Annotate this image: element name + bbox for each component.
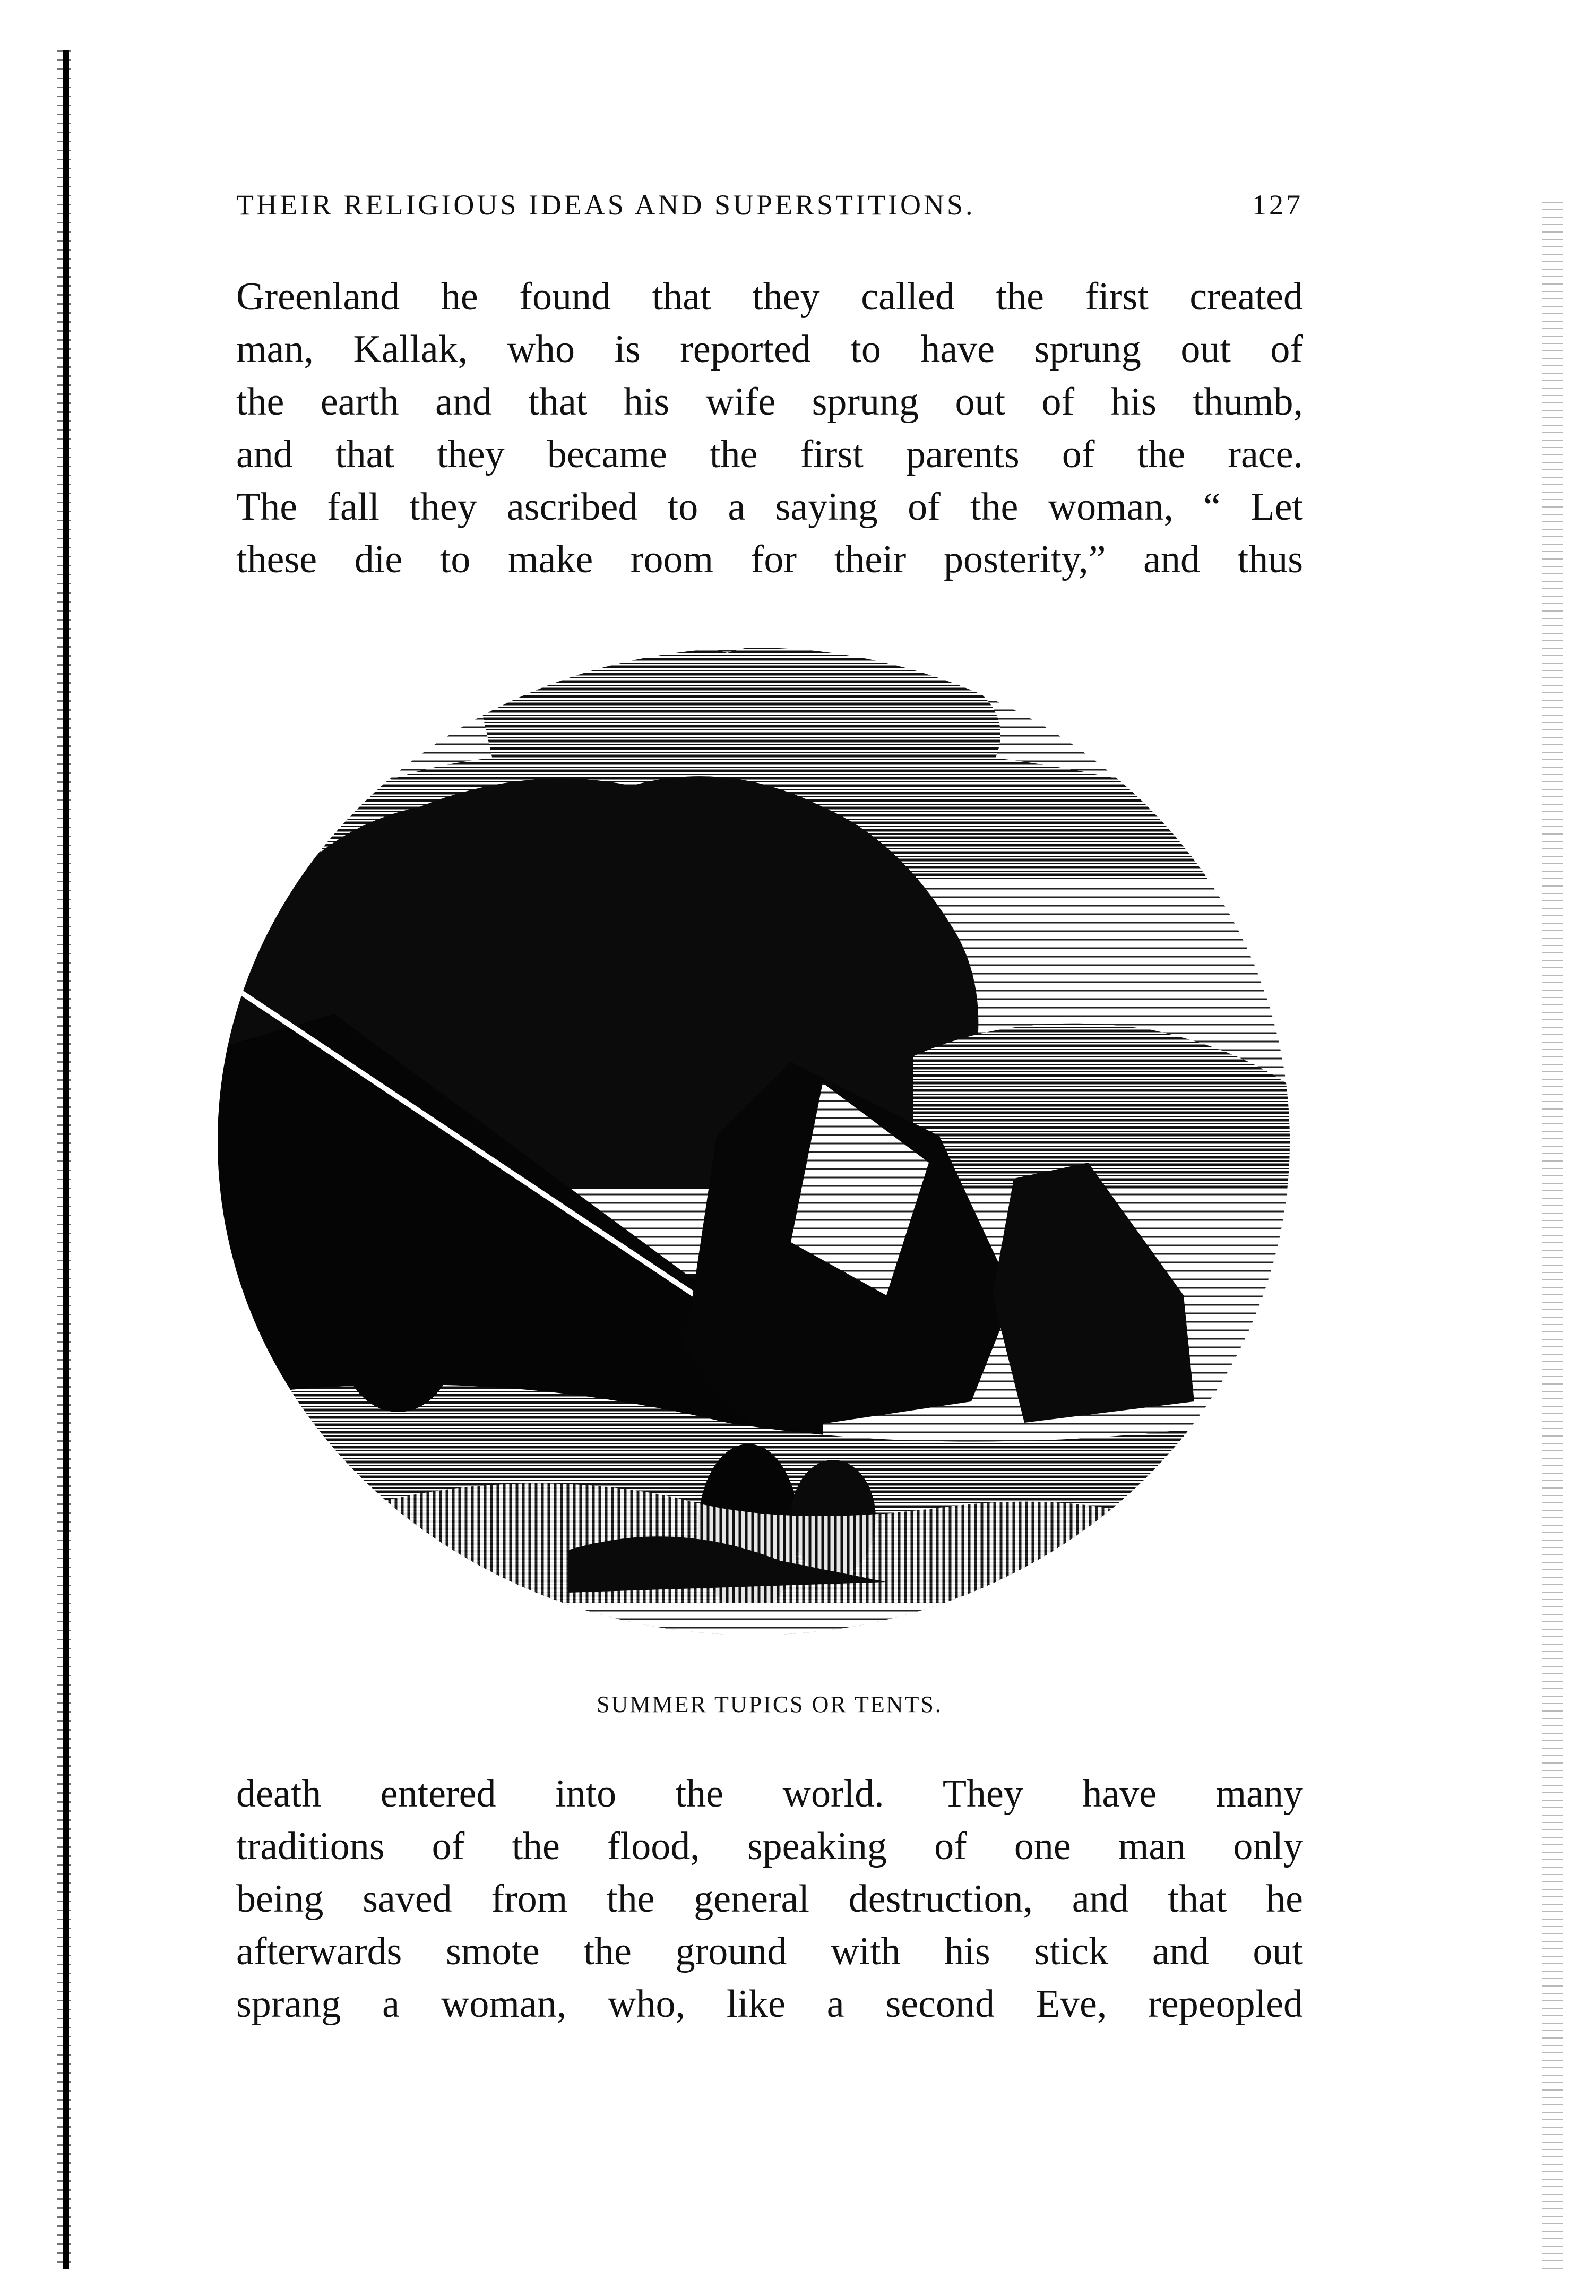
running-head-title: THEIR RELIGIOUS IDEAS AND SUPERSTITIONS. xyxy=(236,189,976,221)
text-line: The fall they ascribed to a saying of the woman, “ Let xyxy=(236,485,1303,529)
running-header xyxy=(236,188,1303,231)
body-text-top xyxy=(236,271,1303,586)
engraving-illustration xyxy=(196,605,1311,1667)
text-line: afterwards smote the ground with his stick and out xyxy=(236,1930,1303,1973)
text-line: sprang a woman, who, like a second Eve, repeopled xyxy=(236,1982,1303,2026)
text-line: man, Kallak, who is reported to have sprung out of xyxy=(236,328,1303,371)
page-number: 127 xyxy=(1252,189,1303,221)
text-line: death entered into the world. They have many xyxy=(236,1772,1303,1816)
body-text-bottom xyxy=(236,1768,1303,2031)
engraving-summer-tents xyxy=(196,605,1311,1667)
text-line: traditions of the flood, speaking of one man only xyxy=(236,1825,1303,1868)
text-line: and that they became the first parents of the race. xyxy=(236,433,1303,476)
text-line: Greenland he found that they called the first created xyxy=(236,275,1303,319)
text-line: being saved from the general destruction, and that he xyxy=(236,1877,1303,1921)
page-right-edge-marks xyxy=(1542,202,1563,2272)
text-line: these die to make room for their posterity,” and thus xyxy=(236,538,1303,581)
text-line: the earth and that his wife sprung out of his thumb, xyxy=(236,380,1303,424)
figure-caption: SUMMER TUPICS OR TENTS. xyxy=(597,1691,943,1717)
page-gutter-edge xyxy=(63,50,69,2269)
